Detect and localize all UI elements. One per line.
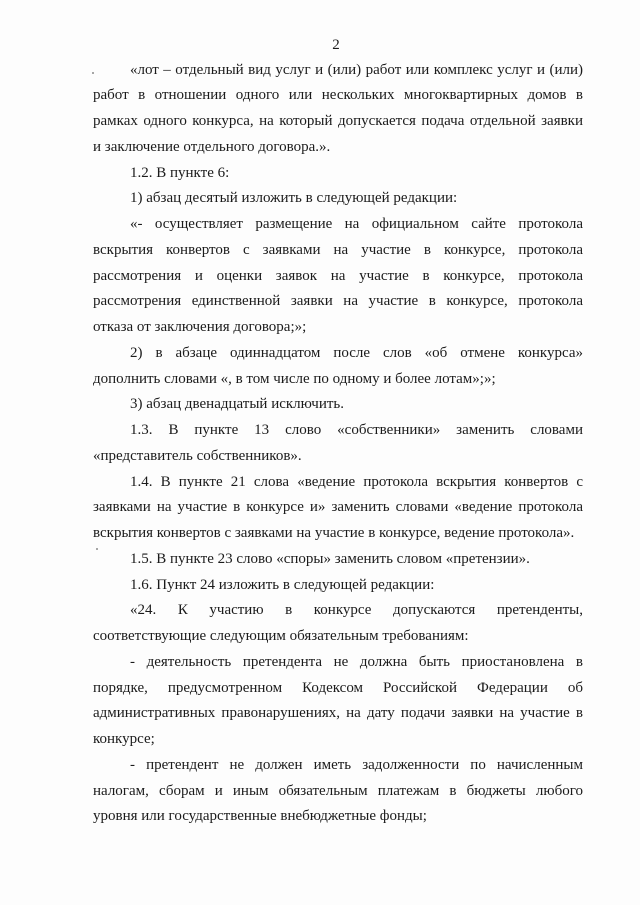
text-line: рамках одного конкурса, на который допускается подача отдельной заявки: [93, 113, 583, 129]
text-line: «лот – отдельный вид услуг и (или) работ или комплекс услуг и (или): [130, 61, 583, 78]
text-line: порядке, предусмотренном Кодексом Российской Федерации об: [93, 679, 583, 696]
text-line: и заключение отдельного договора.».: [93, 138, 331, 155]
paragraph: [93, 650, 583, 753]
text-line: заявками на участие в конкурсе и» заменить словами «ведение протокола: [93, 499, 583, 516]
paragraph: [93, 598, 583, 650]
page-number: 2: [332, 37, 340, 53]
text-line: «- осуществляет размещение на официальном сайте протокола: [130, 216, 583, 232]
text-line: 1) абзац десятый изложить в следующей редакции:: [130, 190, 458, 207]
paragraph: [93, 418, 583, 470]
text-line: 1.4. В пункте 21 слова «ведение протокола вскрытия конвертов с: [130, 473, 583, 490]
text-line: работ в отношении одного или нескольких многоквартирных домов в: [93, 87, 583, 104]
paragraph: [93, 186, 583, 212]
text-line: 2) в абзаце одиннадцатом после слов «об отмене конкурса»: [130, 344, 583, 361]
paragraph: [93, 573, 583, 599]
text-line: вскрытия конвертов с заявками на участие в конкурсе, ведение протокола».: [93, 525, 575, 541]
paragraph: [93, 212, 583, 341]
text-line: соответствующие следующим обязательным требованиям:: [93, 628, 469, 644]
text-line: 1.5. В пункте 23 слово «споры» заменить словом «претензии».: [130, 550, 530, 567]
text-line: уровня или государственные внебюджетные фонды;: [93, 808, 427, 825]
text-line: 1.6. Пункт 24 изложить в следующей редакции:: [130, 576, 435, 593]
text-line: конкурсе;: [93, 731, 155, 747]
paragraph: [93, 161, 583, 187]
paragraph: [93, 58, 583, 161]
paragraph: [93, 753, 583, 830]
paragraph: [93, 470, 583, 547]
text-line: рассмотрения и оценки заявок на участие в конкурсе, протокола: [93, 267, 583, 284]
text-line: 1.3. В пункте 13 слово «собственники» заменить словами: [130, 422, 583, 438]
text-line: рассмотрения единственной заявки на участие в конкурсе, протокола: [93, 293, 583, 310]
paragraph: [93, 547, 583, 573]
text-line: 1.2. В пункте 6:: [130, 164, 230, 181]
text-line: административных правонарушениях, на дату подачи заявки на участие в: [93, 705, 583, 722]
text-line: «24. К участию в конкурсе допускаются претенденты,: [130, 602, 583, 619]
text-line: - претендент не должен иметь задолженности по начисленным: [130, 756, 583, 773]
text-line: дополнить словами «, в том числе по одному и более лотам»;»;: [93, 370, 496, 387]
paragraph: [93, 392, 583, 418]
text-line: отказа от заключения договора;»;: [93, 319, 307, 335]
text-line: налогам, сборам и иным обязательным платежам в бюджеты любого: [93, 782, 583, 799]
document-body: [93, 58, 583, 831]
text-line: - деятельность претендента не должна быть приостановлена в: [130, 653, 583, 670]
paragraph: [93, 341, 583, 393]
text-line: «представитель собственников».: [93, 447, 302, 464]
text-line: 3) абзац двенадцатый исключить.: [130, 396, 345, 413]
text-line: вскрытия конвертов с заявками на участие в конкурсе, протокола: [93, 241, 583, 258]
